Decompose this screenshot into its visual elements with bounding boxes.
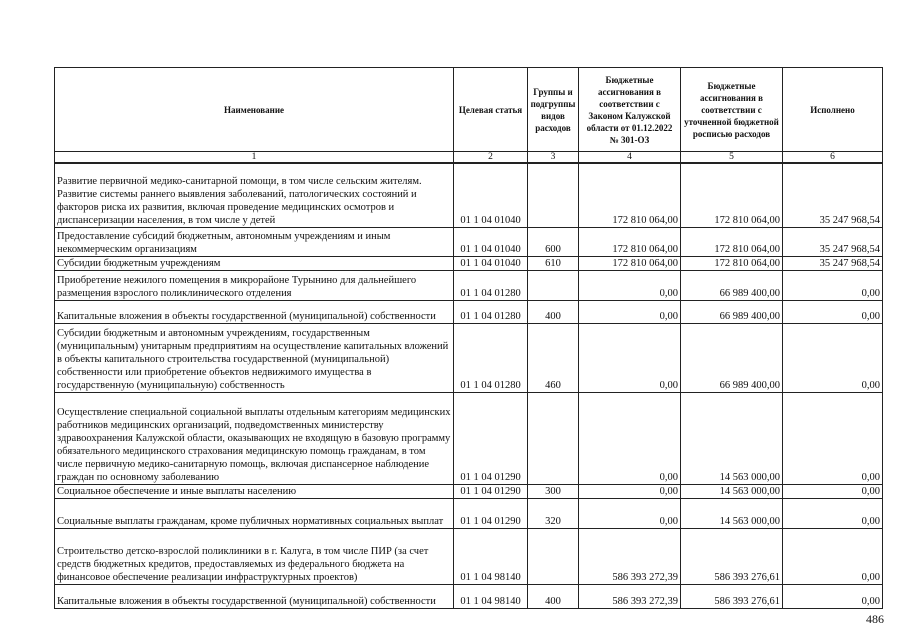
- row-expense-group: [528, 270, 579, 300]
- row-target-article: 01 1 04 01280: [454, 323, 528, 392]
- table-row: [55, 584, 883, 608]
- row-name: Субсидии бюджетным учреждениям: [55, 256, 454, 270]
- row-law-amount: 172 810 064,00: [579, 227, 681, 256]
- row-expense-group: [528, 392, 579, 484]
- row-executed-amount: 35 247 968,54: [783, 256, 883, 270]
- row-name: Социальные выплаты гражданам, кроме публичных нормативных социальных выплат: [55, 498, 454, 528]
- budget-table: [54, 67, 883, 609]
- row-name: Субсидии бюджетным и автономным учреждениям, государственным (муниципальным) унитарным предприятиям на осуществление капитальных вложений в объекты капитального строительства государственной (муниципальной) собственности или приобретение объектов недвижимого имущества в государственную (муниципальную) собственность: [55, 323, 454, 392]
- row-executed-amount: 0,00: [783, 584, 883, 608]
- row-expense-group: 600: [528, 227, 579, 256]
- row-law-amount: 0,00: [579, 300, 681, 323]
- row-law-amount: 0,00: [579, 484, 681, 498]
- row-refined-amount: 586 393 276,61: [681, 584, 783, 608]
- row-refined-amount: 172 810 064,00: [681, 256, 783, 270]
- row-target-article: 01 1 04 01040: [454, 227, 528, 256]
- row-expense-group: 320: [528, 498, 579, 528]
- column-number: 5: [681, 152, 783, 164]
- row-law-amount: 0,00: [579, 392, 681, 484]
- header-expense-group: Группы и подгруппы видов расходов: [528, 68, 579, 152]
- row-target-article: 01 1 04 01280: [454, 300, 528, 323]
- row-executed-amount: 0,00: [783, 392, 883, 484]
- row-target-article: 01 1 04 01290: [454, 498, 528, 528]
- row-refined-amount: 14 563 000,00: [681, 392, 783, 484]
- table-row: [55, 256, 883, 270]
- row-expense-group: 400: [528, 300, 579, 323]
- row-expense-group: [528, 528, 579, 584]
- row-name: Социальное обеспечение и иные выплаты населению: [55, 484, 454, 498]
- row-name: Приобретение нежилого помещения в микрорайоне Турынино для дальнейшего размещения взрослого поликлинического отделения: [55, 270, 454, 300]
- header-row: [55, 68, 883, 152]
- header-refined-allocations: Бюджетные ассигнования в соответствии с уточненной бюджетной росписью расходов: [681, 68, 783, 152]
- row-name: Строительство детско-взрослой поликлиники в г. Калуга, в том числе ПИР (за счет средств бюджетных кредитов, предоставляемых из федерального бюджета на финансовое обеспечение реализации инфраструктурных проектов): [55, 528, 454, 584]
- row-expense-group: 610: [528, 256, 579, 270]
- column-number: 3: [528, 152, 579, 164]
- column-number: 1: [55, 152, 454, 164]
- row-law-amount: 0,00: [579, 498, 681, 528]
- row-expense-group: 300: [528, 484, 579, 498]
- column-number: 4: [579, 152, 681, 164]
- table-row: [55, 300, 883, 323]
- column-number: 2: [454, 152, 528, 164]
- page-number: 486: [866, 612, 884, 626]
- row-target-article: 01 1 04 01040: [454, 256, 528, 270]
- table-row: [55, 163, 883, 227]
- row-name: Капитальные вложения в объекты государственной (муниципальной) собственности: [55, 584, 454, 608]
- table-row: [55, 392, 883, 484]
- row-refined-amount: 172 810 064,00: [681, 227, 783, 256]
- table-row: [55, 323, 883, 392]
- row-expense-group: 460: [528, 323, 579, 392]
- row-executed-amount: 0,00: [783, 270, 883, 300]
- row-refined-amount: 586 393 276,61: [681, 528, 783, 584]
- row-executed-amount: 0,00: [783, 484, 883, 498]
- table-row: [55, 227, 883, 256]
- row-name: Предоставление субсидий бюджетным, автономным учреждениям и иным некоммерческим организациям: [55, 227, 454, 256]
- table-row: [55, 270, 883, 300]
- row-target-article: 01 1 04 01280: [454, 270, 528, 300]
- row-target-article: 01 1 04 98140: [454, 528, 528, 584]
- row-executed-amount: 0,00: [783, 498, 883, 528]
- header-target-article: Целевая статья: [454, 68, 528, 152]
- row-expense-group: 400: [528, 584, 579, 608]
- row-law-amount: 0,00: [579, 270, 681, 300]
- row-target-article: 01 1 04 01040: [454, 163, 528, 227]
- table-row: [55, 498, 883, 528]
- row-refined-amount: 14 563 000,00: [681, 484, 783, 498]
- row-law-amount: 172 810 064,00: [579, 256, 681, 270]
- row-name: Осуществление специальной социальной выплаты отдельным категориям медицинских работников медицинских организаций, подведомственных министерству здравоохранения Калужской области, оказывающих не входящую в базовую программу обязательного медицинского страхования медицинскую помощь гражданам, в том числе первичную медико-санитарную помощь, включая диспансерное наблюдение граждан по основному заболеванию: [55, 392, 454, 484]
- row-executed-amount: 0,00: [783, 300, 883, 323]
- row-law-amount: 586 393 272,39: [579, 584, 681, 608]
- table-row: [55, 484, 883, 498]
- row-law-amount: 0,00: [579, 323, 681, 392]
- header-law-allocations: Бюджетные ассигнования в соответствии с Законом Калужской области от 01.12.2022 № 301-ОЗ: [579, 68, 681, 152]
- row-executed-amount: 35 247 968,54: [783, 163, 883, 227]
- row-name: Развитие первичной медико-санитарной помощи, в том числе сельским жителям. Развитие системы раннего выявления заболеваний, патологических состояний и факторов риска их развития, включая проведение медицинских осмотров и диспансеризации населения, в том числе у детей: [55, 163, 454, 227]
- row-refined-amount: 66 989 400,00: [681, 323, 783, 392]
- row-name: Капитальные вложения в объекты государственной (муниципальной) собственности: [55, 300, 454, 323]
- row-refined-amount: 66 989 400,00: [681, 300, 783, 323]
- row-target-article: 01 1 04 01290: [454, 484, 528, 498]
- row-refined-amount: 172 810 064,00: [681, 163, 783, 227]
- table-row: [55, 528, 883, 584]
- row-refined-amount: 66 989 400,00: [681, 270, 783, 300]
- header-executed: Исполнено: [783, 68, 883, 152]
- row-refined-amount: 14 563 000,00: [681, 498, 783, 528]
- header-name: Наименование: [55, 68, 454, 152]
- column-number-row: [55, 152, 883, 164]
- column-number: 6: [783, 152, 883, 164]
- row-executed-amount: 0,00: [783, 323, 883, 392]
- row-target-article: 01 1 04 98140: [454, 584, 528, 608]
- row-expense-group: [528, 163, 579, 227]
- row-executed-amount: 35 247 968,54: [783, 227, 883, 256]
- row-target-article: 01 1 04 01290: [454, 392, 528, 484]
- row-law-amount: 586 393 272,39: [579, 528, 681, 584]
- row-executed-amount: 0,00: [783, 528, 883, 584]
- row-law-amount: 172 810 064,00: [579, 163, 681, 227]
